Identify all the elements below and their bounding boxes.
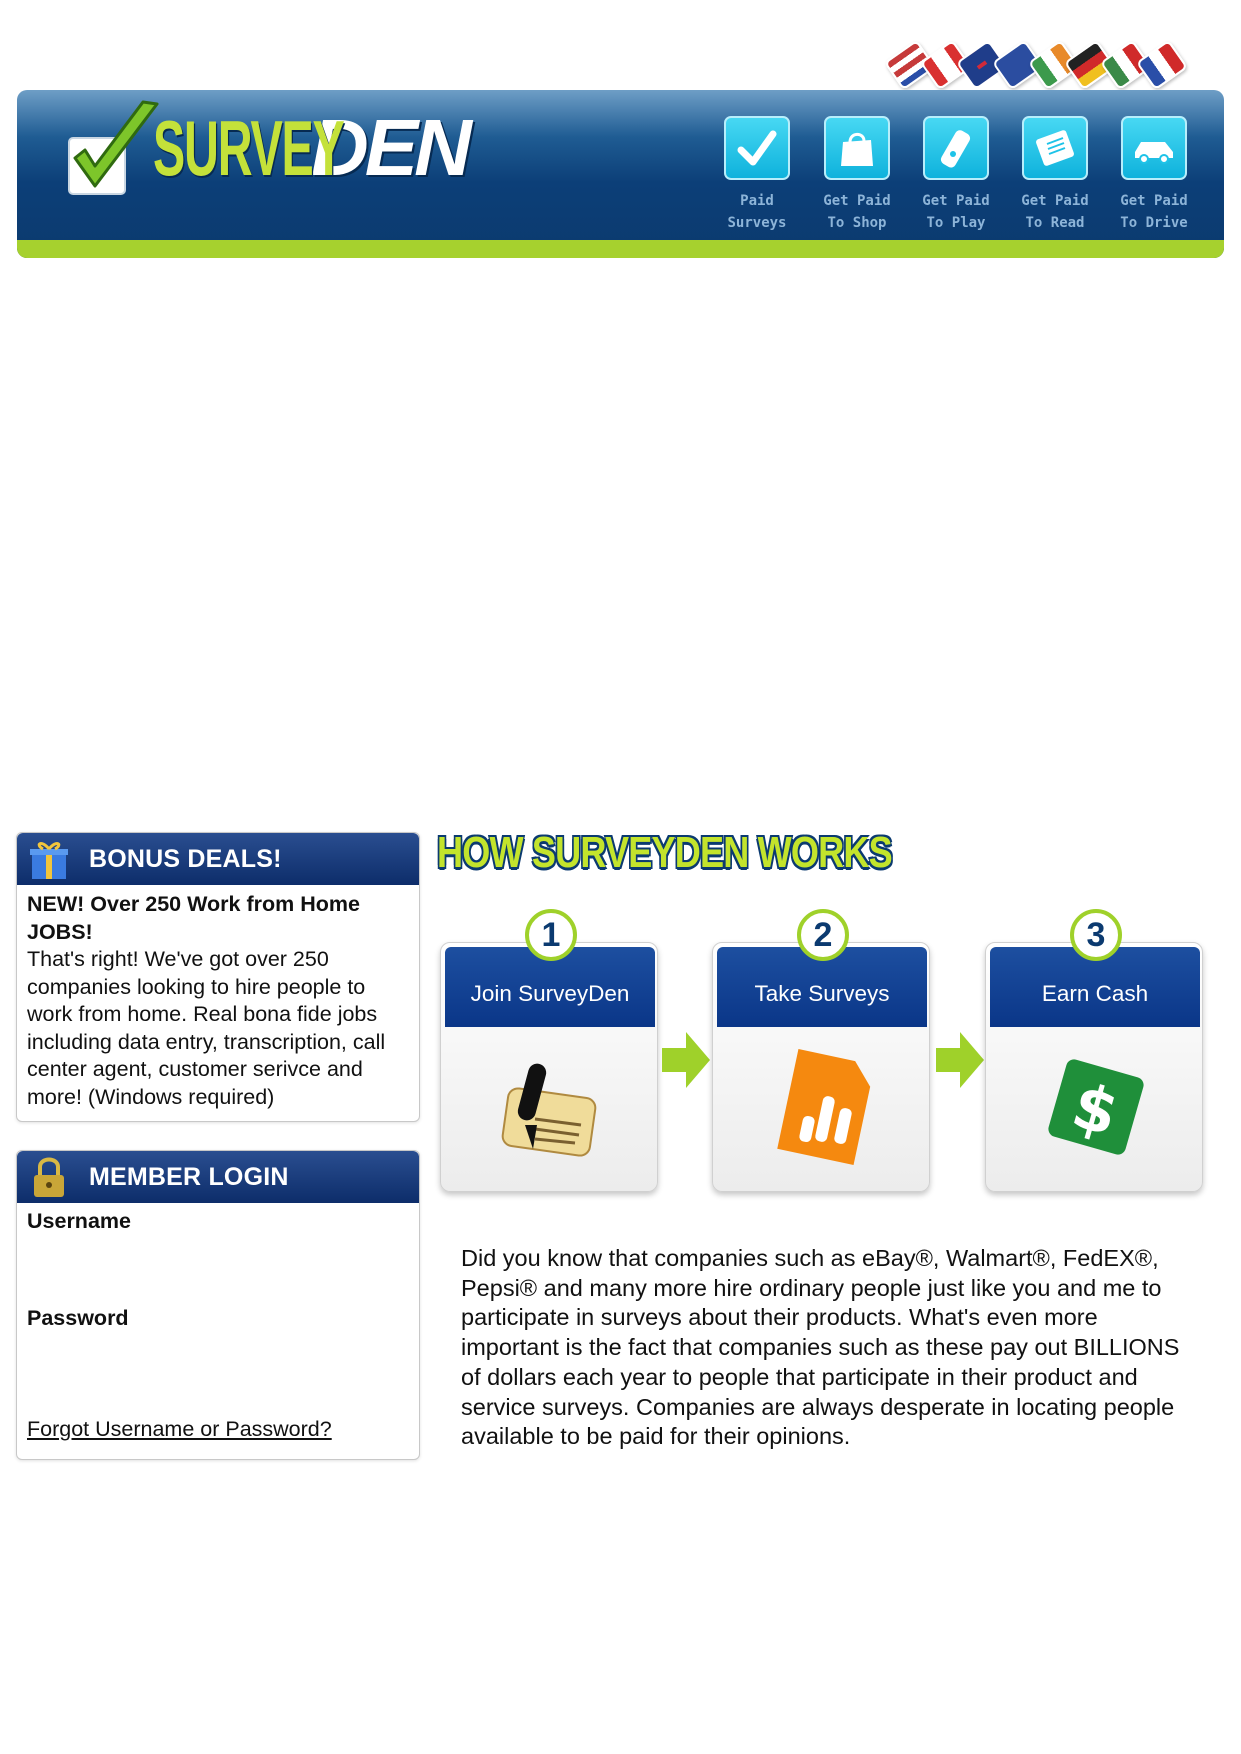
gift-icon	[29, 837, 69, 881]
nav-get-paid-to-shop[interactable]	[815, 116, 899, 234]
country-flags	[890, 48, 1194, 86]
step-join	[440, 916, 658, 1192]
logo-den-text: DEN	[311, 103, 468, 192]
step-number: 1	[525, 909, 577, 961]
nav-label: Get Paid To Play	[922, 193, 990, 231]
step-label: Take Surveys	[754, 981, 890, 1006]
how-it-works-title: HOW SURVEYDEN WORKS	[437, 828, 892, 877]
bonus-deals-body	[17, 885, 419, 1123]
member-login-panel	[16, 1150, 420, 1460]
step-number: 3	[1070, 909, 1122, 961]
game-controller-icon	[923, 116, 989, 180]
username-input[interactable]	[27, 1239, 407, 1273]
nav-label: Get Paid To Read	[1021, 193, 1089, 231]
member-login-header	[17, 1151, 419, 1203]
member-login-title: MEMBER LOGIN	[89, 1162, 289, 1191]
bonus-deals-panel	[16, 832, 420, 1122]
dollar-cash-icon	[1036, 1043, 1154, 1173]
bonus-deals-header	[17, 833, 419, 885]
newspaper-icon	[1022, 116, 1088, 180]
car-icon	[1121, 116, 1187, 180]
arrow-right-icon	[936, 1032, 984, 1088]
site-header	[17, 90, 1224, 258]
pen-paper-icon	[491, 1043, 609, 1173]
step-earn-cash	[985, 916, 1203, 1192]
step-take-surveys	[712, 916, 930, 1192]
survey-chart-icon	[763, 1043, 881, 1173]
password-input[interactable]	[27, 1337, 407, 1371]
step-label: Earn Cash	[1041, 981, 1149, 1006]
nav-label: Paid Surveys	[727, 193, 787, 231]
nav-get-paid-to-play[interactable]	[914, 116, 998, 234]
forgot-credentials-link[interactable]: Forgot Username or Password?	[27, 1417, 332, 1441]
bonus-deals-title: BONUS DEALS!	[89, 844, 282, 873]
intro-paragraph: Did you know that companies such as eBay®, Walmart®, FedEX®, Pepsi® and many more hire ordinary people just like you and me to participate in surveys about their products. What's even more important is the fact that companies such as these pay out BILLIONS of dollars each year to people that participate in their product and service surveys. Companies are always desperate in locating people available to be paid for their opinions.	[461, 1245, 1180, 1450]
bonus-headline[interactable]: NEW! Over 250 Work from Home JOBS!	[27, 892, 360, 944]
nav-label: Get Paid To Drive	[1120, 193, 1188, 231]
step-label: Join SurveyDen	[470, 981, 630, 1006]
nav-get-paid-to-read[interactable]	[1013, 116, 1097, 234]
bonus-text: That's right! We've got over 250 companies looking to hire people to work from home. Real bona fide jobs including data entry, transcription, call center agent, customer serivce and more! (Windows required)	[27, 947, 386, 1109]
password-label: Password	[27, 1306, 129, 1330]
nav-get-paid-to-drive[interactable]	[1112, 116, 1196, 234]
site-logo[interactable]	[153, 103, 468, 194]
step-number: 2	[797, 909, 849, 961]
nav-label: Get Paid To Shop	[823, 193, 891, 231]
header-accent-bar	[17, 240, 1224, 258]
nav-paid-surveys[interactable]	[715, 116, 799, 234]
svg-text:$: $	[1064, 1068, 1127, 1151]
checkmark-icon	[724, 116, 790, 180]
france-flag-icon[interactable]	[1136, 40, 1188, 91]
shopping-bag-icon	[824, 116, 890, 180]
logo-survey-text: SURVEY	[153, 104, 344, 192]
padlock-icon	[29, 1155, 69, 1199]
username-label: Username	[27, 1209, 131, 1233]
arrow-right-icon	[662, 1032, 710, 1088]
